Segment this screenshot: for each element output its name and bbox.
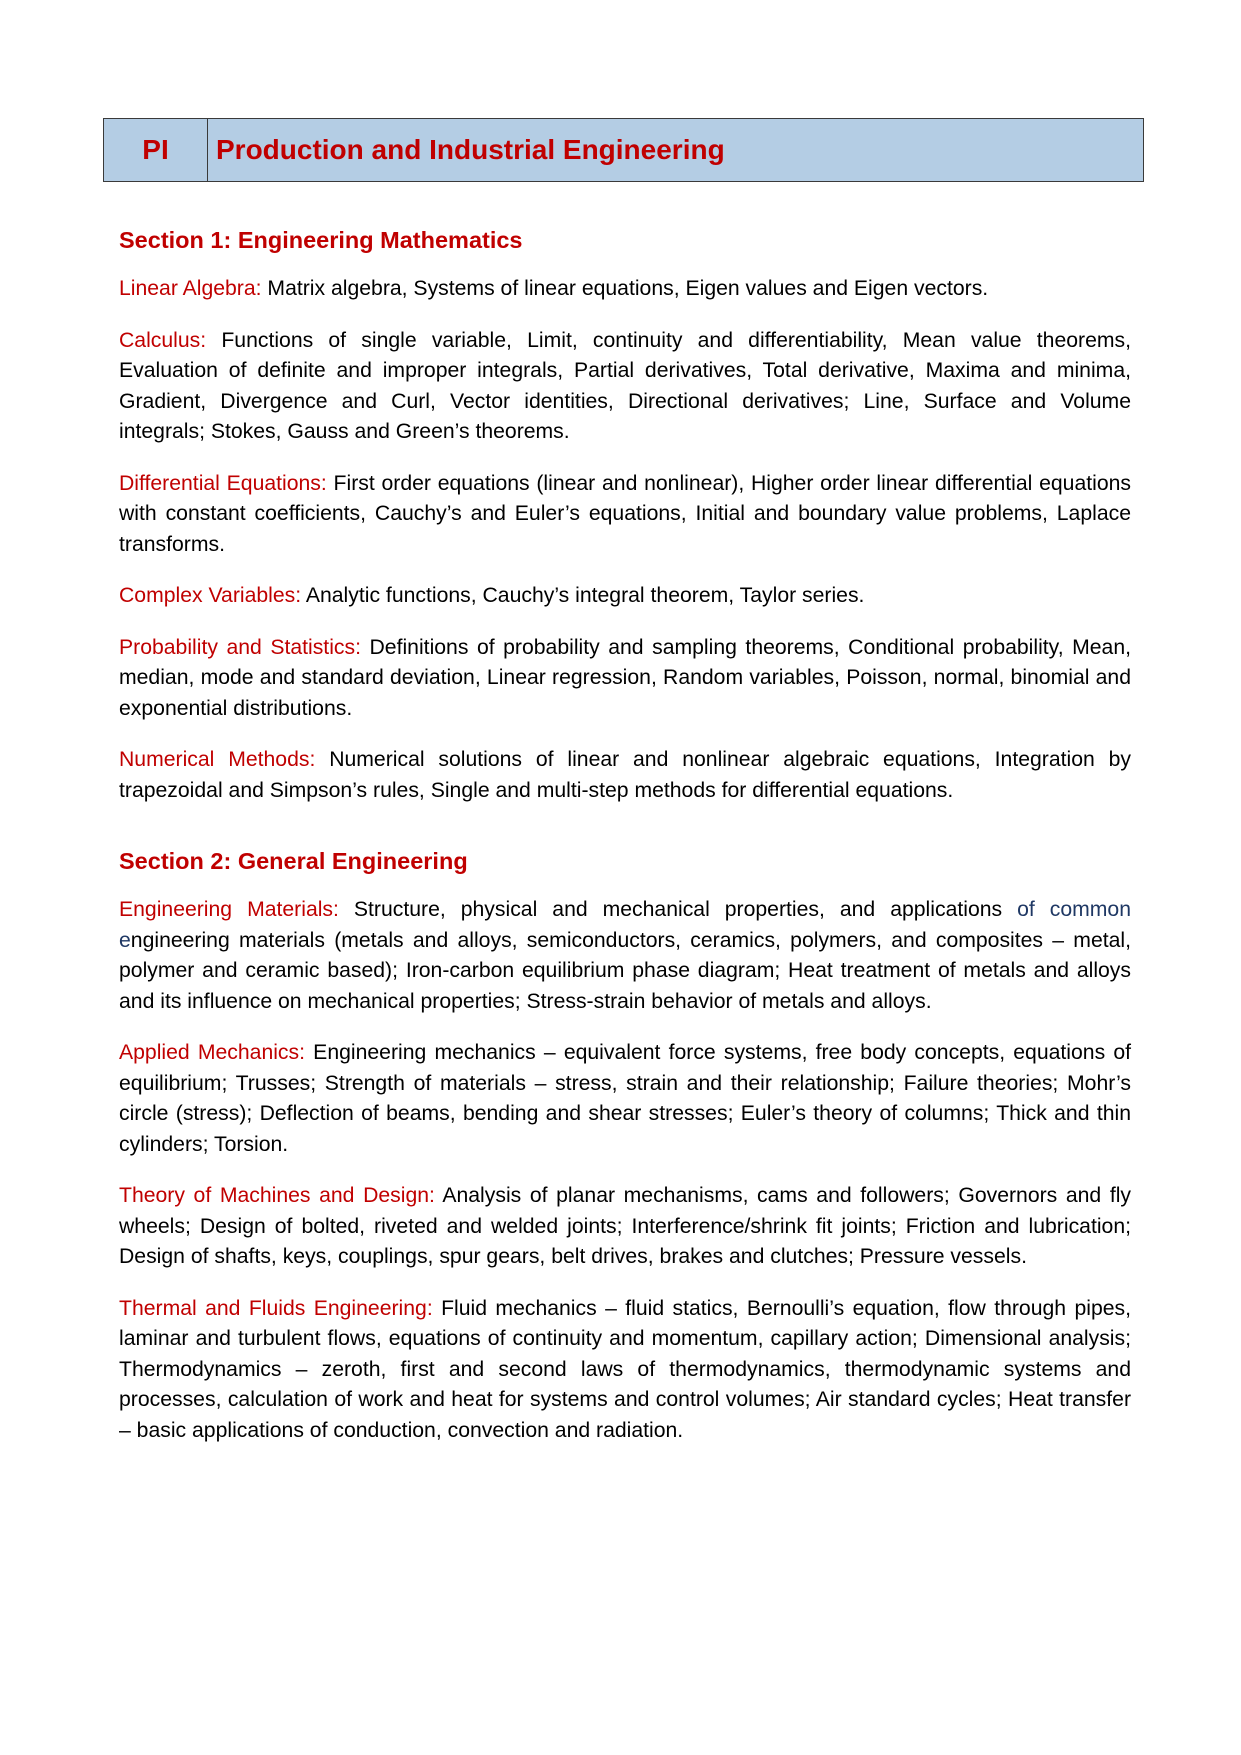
topic-text: Analysis of planar mechanisms, cams and followers; Governors and fly wheels; Design of bolted, riveted and welded joints; Interference/shrink fit joints; Friction and lubrication; Design of shafts, keys, couplings, spur gears, belt drives, brakes and clutches; Pressure vessels. xyxy=(119,1184,1132,1268)
topic-label: Numerical Methods: xyxy=(119,748,316,771)
topic-label: Applied Mechanics: xyxy=(119,1041,306,1064)
section-title: Section 1: Engineering Mathematics xyxy=(119,227,523,253)
topic-thermal-fluids xyxy=(119,1294,1131,1447)
topic-text: Matrix algebra, Systems of linear equations, Eigen values and Eigen vectors. xyxy=(261,277,989,300)
section-title: Section 2: General Engineering xyxy=(119,848,468,874)
syllabus-content xyxy=(119,225,1131,1467)
section-engineering-mathematics xyxy=(119,225,1131,806)
topic-complex-variables xyxy=(119,581,1131,612)
topic-label: Differential Equations: xyxy=(119,471,327,495)
topic-engineering-materials xyxy=(119,895,1131,1017)
topic-text: Functions of single variable, Limit, continuity and differentiability, Mean value theorems, Evaluation of definite and improper integrals, Partial derivatives, Total derivative, Maxima and minima, Gradient, Divergence and Curl, Vector identities, Directional derivatives; Line, Surface and Volume integrals; Stokes, Gauss and Green’s theorems. xyxy=(119,328,1131,443)
topic-applied-mechanics xyxy=(119,1038,1131,1160)
topic-label: Probability and Statistics: xyxy=(119,635,361,659)
subject-title: Production and Industrial Engineering xyxy=(216,134,725,165)
topic-text: Numerical solutions of linear and nonlinear algebraic equations, Integration by trapezoidal and Simpson’s rules, Single and multi-step methods for differential equations. xyxy=(119,748,1131,802)
section-general-engineering xyxy=(119,846,1131,1446)
topic-calculus xyxy=(119,326,1131,448)
topic-text: Fluid mechanics – fluid statics, Bernoulli’s equation, flow through pipes, laminar and turbulent flows, equations of continuity and momentum, capillary action; Dimensional analysis; Thermodynamics – zeroth, first and second laws of thermodynamics, thermodynamic systems and processes, calculation of work and heat for systems and control volumes; Air standard cycles; Heat transfer – basic applications of conduction, convection and radiation. xyxy=(119,1296,1131,1442)
topic-text: Engineering mechanics – equivalent force systems, free body concepts, equations of equilibrium; Trusses; Strength of materials – stress, strain and their relationship; Failure theories; Mohr’s circle (stress); Deflection of beams, bending and shear stresses; Euler’s theory of columns; Thick and thin cylinders; Torsion. xyxy=(119,1041,1131,1156)
topic-text: Structure, physical and mechanical properties, and applications xyxy=(338,898,1018,921)
topic-text-rest: ngineering materials (metals and alloys, semiconductors, ceramics, polymers, and composites – metal, polymer and ceramic based); Iron-carbon equilibrium phase diagram; Heat treatment of metals and alloys and its influence on mechanical properties; Stress-strain behavior of metals and alloys. xyxy=(119,928,1131,1013)
topic-label: Theory of Machines and Design: xyxy=(119,1184,435,1207)
topic-text: First order equations (linear and nonlinear), Higher order linear differential equations with constant coefficients, Cauchy’s and Euler’s equations, Initial and boundary value problems, Laplace transforms. xyxy=(119,471,1131,556)
topic-probability-statistics xyxy=(119,633,1131,725)
subject-code: PI xyxy=(104,119,208,181)
topic-text: Analytic functions, Cauchy’s integral theorem, Taylor series. xyxy=(301,584,865,607)
topic-differential-equations xyxy=(119,469,1131,561)
topic-label: Calculus: xyxy=(119,328,207,352)
topic-label: Thermal and Fluids Engineering: xyxy=(119,1296,433,1320)
topic-linear-algebra xyxy=(119,274,1131,305)
topic-label: Engineering Materials: xyxy=(119,898,339,921)
topic-text-highlight: of common e xyxy=(119,898,1131,952)
topic-label: Complex Variables: xyxy=(119,584,302,607)
topic-label: Linear Algebra: xyxy=(119,277,262,300)
topic-theory-of-machines xyxy=(119,1181,1131,1273)
topic-text: Definitions of probability and sampling theorems, Conditional probability, Mean, median, mode and standard deviation, Linear regression, Random variables, Poisson, normal, binomial and exponential distributions. xyxy=(119,635,1131,720)
topic-numerical-methods xyxy=(119,745,1131,806)
subject-header xyxy=(103,118,1144,182)
